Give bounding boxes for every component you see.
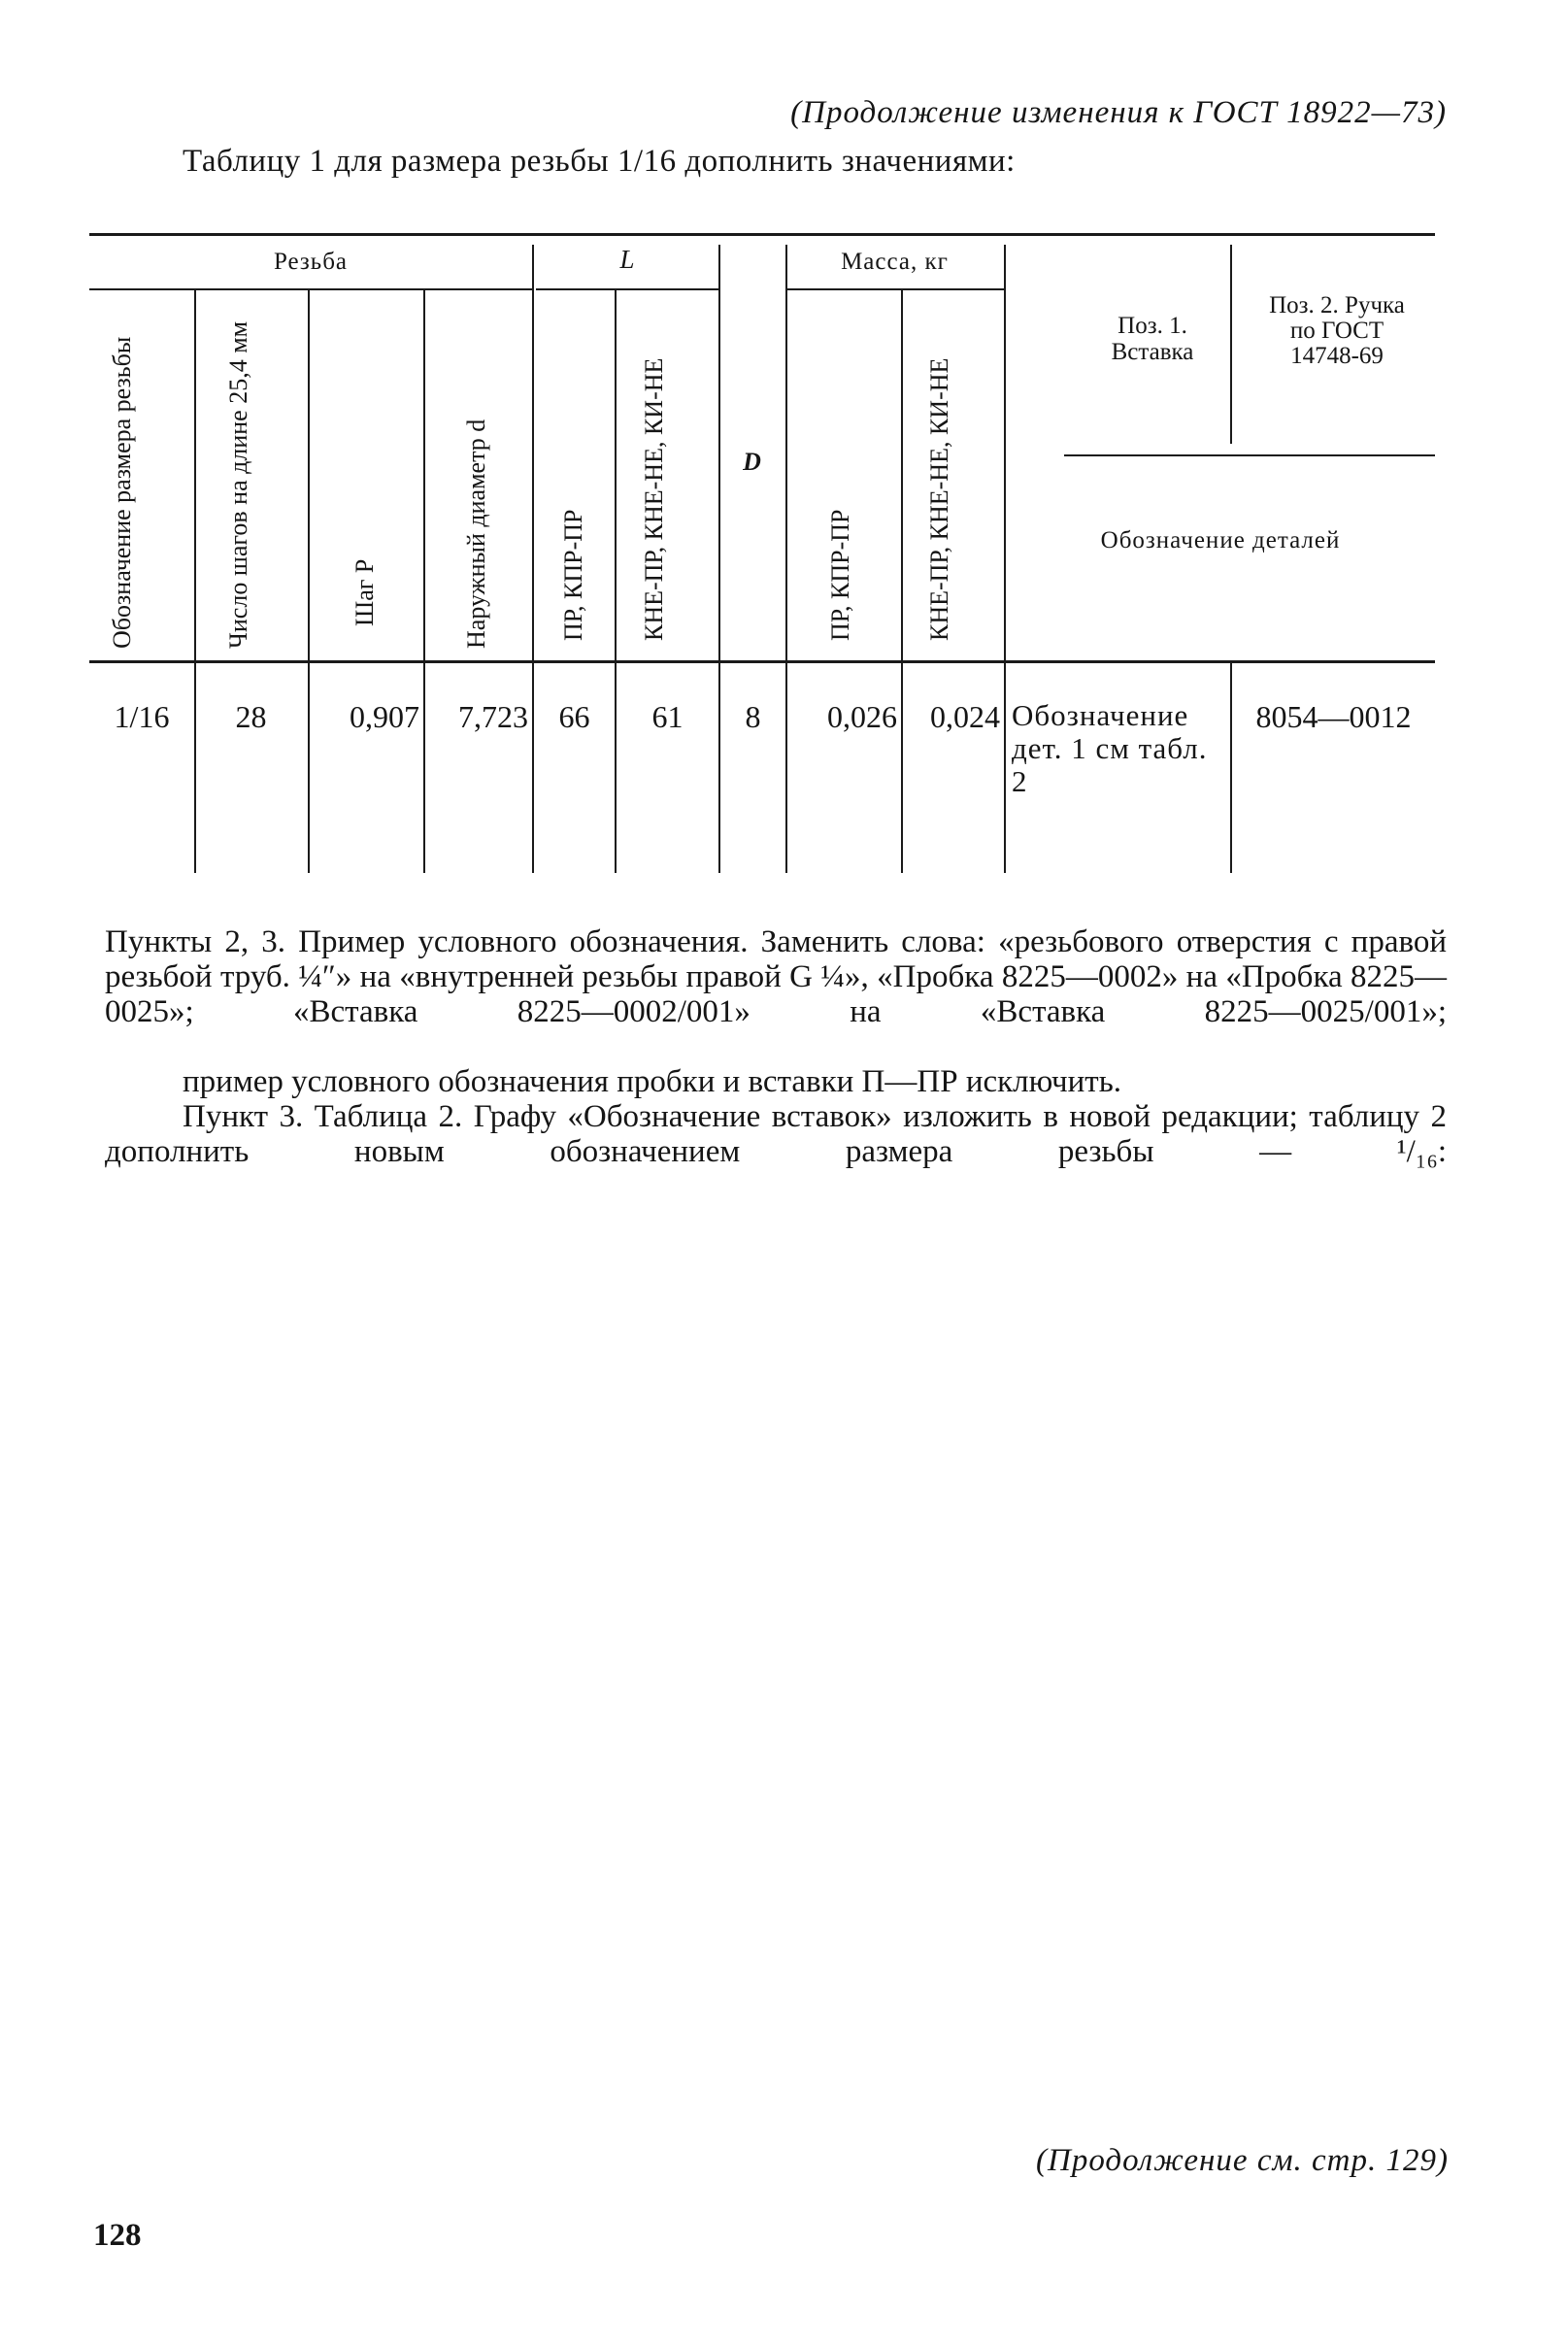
pos2-header: Поз. 2. Ручка по ГОСТ 14748-69 — [1269, 292, 1405, 369]
col-divider — [718, 245, 720, 873]
col-mass-pr: ПР, КПР-ПР — [826, 509, 854, 641]
paragraph-3: Пункт 3. Таблица 2. Графу «Обозначение вставок» изложить в новой редакции; таблицу 2 дополнить новым обозначением размера резьбы — ¹/₁₆: — [105, 1099, 1447, 1169]
group-thread: Резьба — [273, 249, 349, 275]
col-divider — [532, 245, 534, 873]
group-L: L — [619, 245, 635, 274]
cell-L-pr: 66 — [558, 699, 590, 734]
header-bottom-rule — [89, 660, 1435, 663]
cell-designation: 1/16 — [114, 699, 170, 734]
col-divider — [423, 290, 425, 873]
col-mass-kne: КНЕ-ПР, КНЕ-НЕ, КИ-НЕ — [925, 357, 953, 641]
group-mass: Масса, кг — [841, 249, 949, 275]
col-divider — [1004, 245, 1006, 873]
continuation-footer: (Продолжение см. стр. 129) — [1036, 2143, 1449, 2178]
continuation-header: (Продолжение изменения к ГОСТ 18922—73) — [790, 95, 1447, 130]
paragraph-2: пример условного обозначения пробки и вставки П—ПР исключить. — [183, 1064, 1122, 1099]
thread-group-rule — [89, 288, 532, 290]
col-L-kne: КНЕ-ПР, КНЕ-НЕ, КИ-НЕ — [640, 357, 668, 641]
col-divider — [1230, 245, 1232, 444]
cell-pitch: 0,907 — [350, 699, 419, 734]
table-top-rule — [89, 233, 1435, 236]
cell-mass-pr: 0,026 — [827, 699, 897, 734]
data-table — [89, 233, 1435, 874]
L-group-rule — [536, 288, 718, 290]
col-divider — [194, 290, 196, 873]
col-steps: Число шагов на длине 25,4 мм — [224, 320, 252, 649]
page-number: 128 — [93, 2218, 142, 2253]
cell-steps: 28 — [235, 699, 267, 734]
col-divider — [1230, 660, 1232, 873]
details-rule — [1064, 454, 1435, 456]
col-D: D — [743, 448, 761, 476]
pos1-header: Поз. 1. Вставка — [1111, 313, 1194, 365]
col-pitch: Шаг P — [350, 558, 379, 626]
details-header: Обозначение деталей — [1100, 527, 1341, 553]
col-outer-diameter: Наружный диаметр d — [462, 419, 490, 649]
cell-outer-diameter: 7,723 — [458, 699, 528, 734]
cell-D: 8 — [745, 699, 761, 734]
col-divider — [308, 290, 310, 873]
col-divider — [901, 290, 903, 873]
col-L-pr: ПР, КПР-ПР — [559, 509, 587, 641]
col-designation: Обозначение размера резьбы — [108, 336, 136, 649]
mass-group-rule — [785, 288, 1004, 290]
intro-text: Таблицу 1 для размера резьбы 1/16 дополнить значениями: — [183, 144, 1016, 179]
cell-pos1: Обозначение дет. 1 см табл. 2 — [1012, 698, 1208, 798]
paragraph-1: Пункты 2, 3. Пример условного обозначения. Заменить слова: «резьбового отверстия с правой резьбой труб. ¼″» на «внутренней резьбы правой G ¼», «Пробка 8225—0002» на «Пробка 8225—0025»; «Вставка 8225—0002/001» на «Вставка 8225—0025/001»; — [105, 924, 1447, 1029]
col-divider — [615, 290, 617, 873]
cell-mass-kne: 0,024 — [930, 699, 1000, 734]
cell-pos2: 8054—0012 — [1255, 699, 1412, 734]
col-divider — [785, 245, 787, 873]
cell-L-kne: 61 — [651, 699, 684, 734]
